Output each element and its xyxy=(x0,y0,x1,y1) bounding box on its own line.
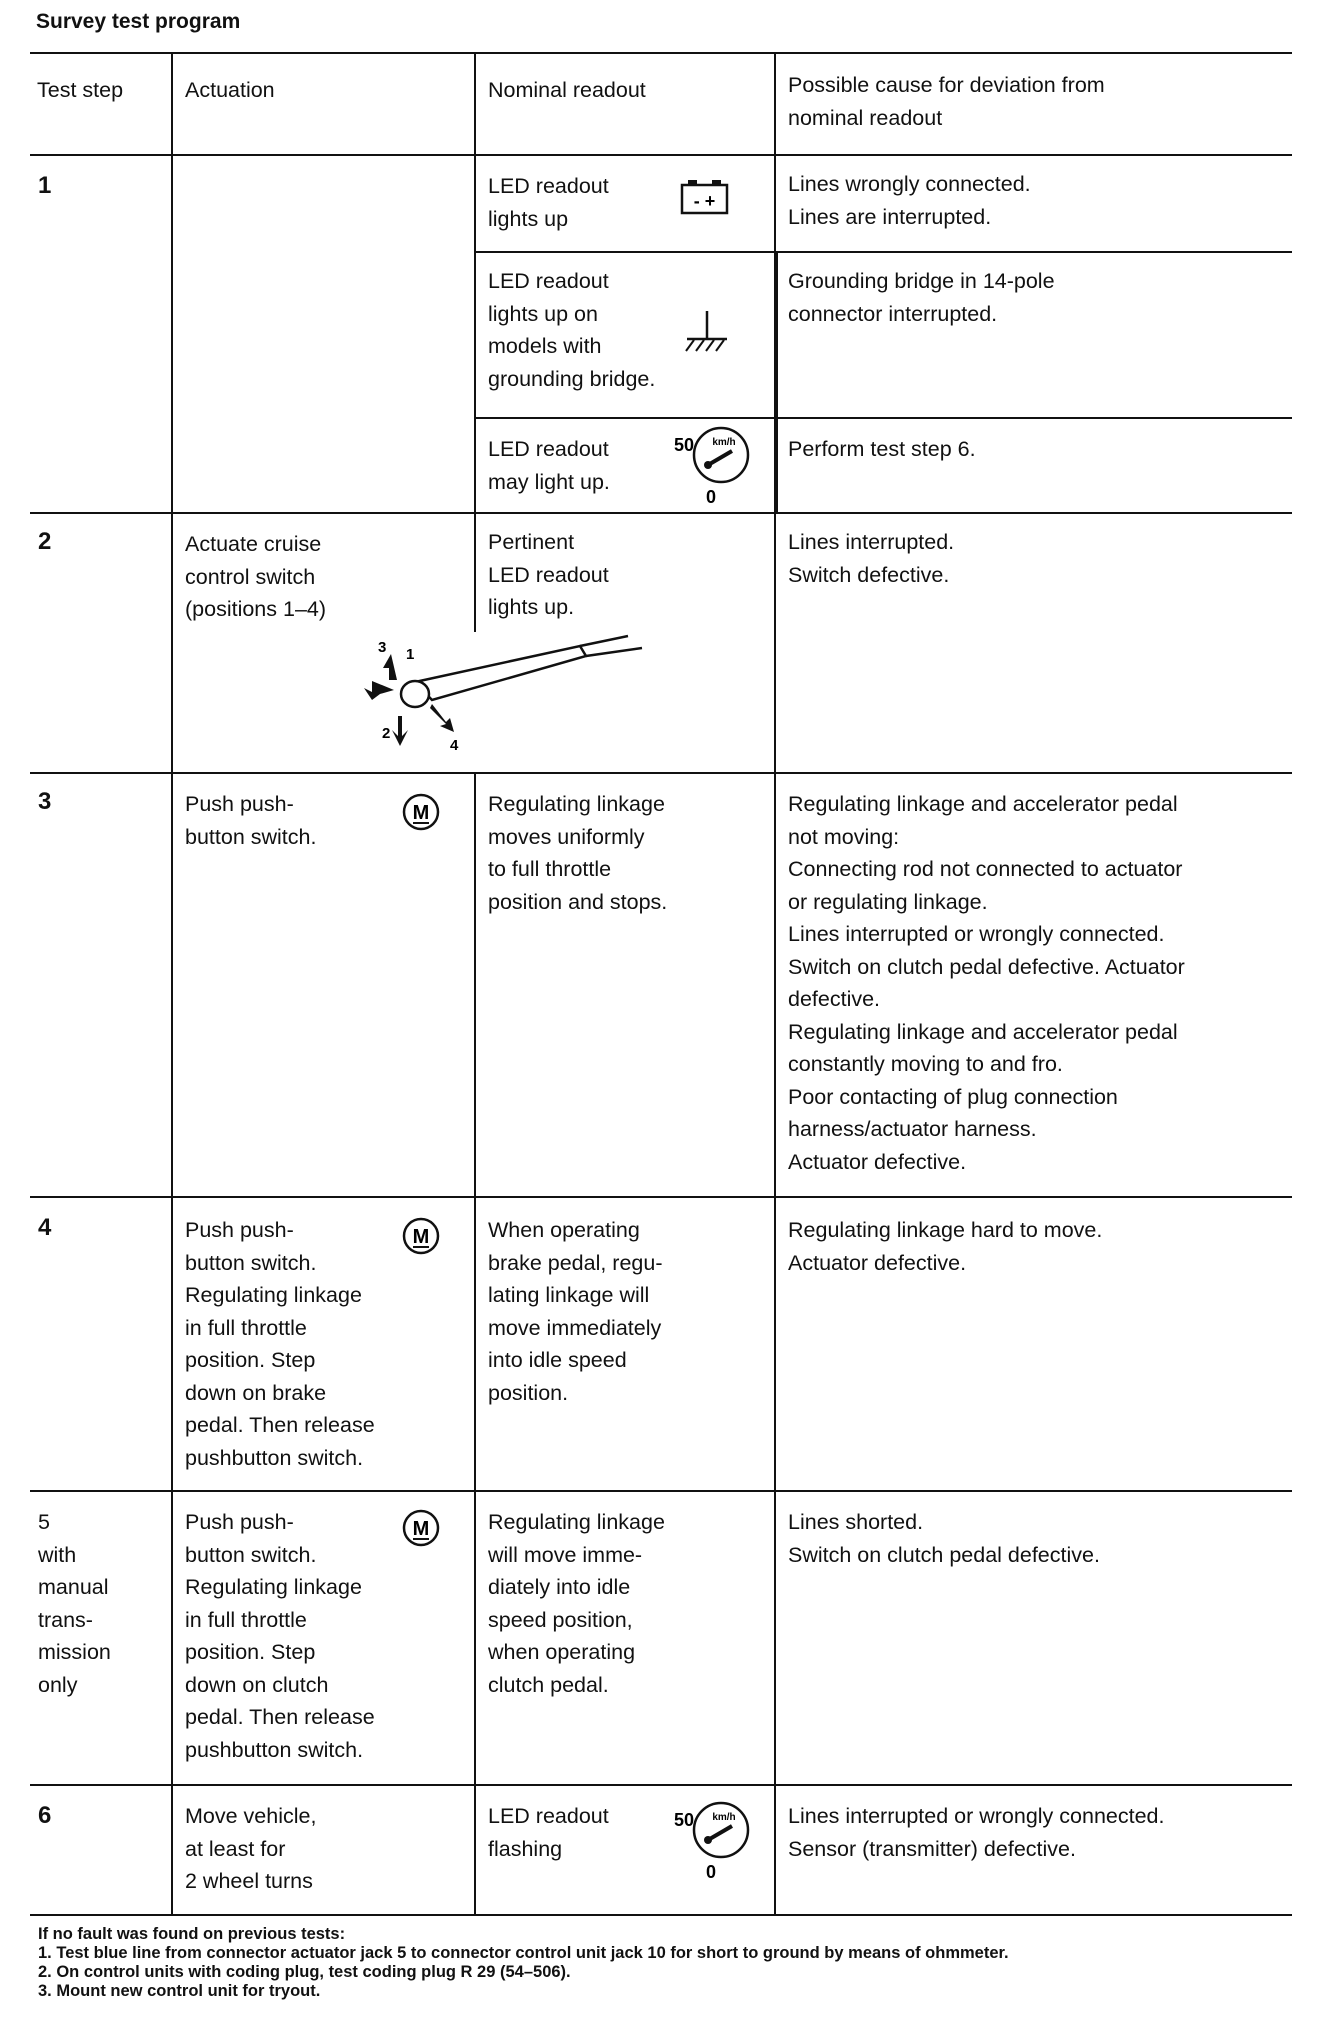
cause-text: Grounding bridge in 14-pole connector interrupted. xyxy=(788,269,1055,326)
footer-note-2: 2. On control units with coding plug, test coding plug R 29 (54–506). xyxy=(38,1963,571,1981)
ground-icon xyxy=(682,309,732,361)
step-number: 3 xyxy=(38,788,52,815)
cause-text: Lines interrupted. Switch defective. xyxy=(788,530,955,587)
footer-note-1: 1. Test blue line from connector actuator jack 5 to connector control unit jack 10 for short to ground by means of ohmmeter. xyxy=(38,1944,1009,1962)
actuation-text: Push push- button switch. xyxy=(185,792,317,849)
header-actuation: Actuation xyxy=(185,78,275,102)
speedometer-icon xyxy=(666,1798,766,1882)
speedo-mark-0: 0 xyxy=(705,1862,717,1882)
step-1-row xyxy=(30,156,1292,514)
cause-text: Perform test step 6. xyxy=(788,437,976,461)
motor-switch-icon xyxy=(401,1508,441,1548)
header-test-step: Test step xyxy=(37,78,124,102)
step-3-row xyxy=(30,774,1292,1198)
nominal-readout: Pertinent LED readout lights up. xyxy=(488,530,609,619)
nominal-readout: Regulating linkage will move imme- diately into idle speed position, when operating clutch pedal. xyxy=(488,1510,665,1697)
step-1-subrow-speedometer xyxy=(474,417,1292,512)
step-4-row xyxy=(30,1198,1292,1492)
speedo-mark-0: 0 xyxy=(705,487,717,507)
cause-text: Lines shorted. Switch on clutch pedal defective. xyxy=(788,1510,1100,1567)
actuation-text: Push push- button switch. Regulating linkage in full throttle position. Step down on brake pedal. Then release pushbutton switch. xyxy=(185,1218,375,1470)
footer-intro: If no fault was found on previous tests: xyxy=(38,1925,346,1943)
motor-letter: M xyxy=(412,1518,430,1540)
speedometer-icon xyxy=(666,423,766,507)
step-number: 1 xyxy=(38,172,52,199)
table-header-row xyxy=(30,54,1292,156)
footer-note-3: 3. Mount new control unit for tryout. xyxy=(38,1982,321,2000)
position-2-label: 2 xyxy=(382,725,391,742)
speedo-unit: km/h xyxy=(712,437,736,448)
step-number: 4 xyxy=(38,1214,52,1241)
battery-symbol: - + xyxy=(693,191,716,211)
header-nominal-readout: Nominal readout xyxy=(488,78,646,102)
actuation-text: Move vehicle, at least for 2 wheel turns xyxy=(185,1804,317,1893)
position-1-label: 1 xyxy=(406,646,415,663)
cause-text: Regulating linkage hard to move. Actuator defective. xyxy=(788,1218,1103,1275)
nominal-readout: LED readout lights up on models with grounding bridge. xyxy=(488,269,656,391)
step-number: 5 with manual trans- mission only xyxy=(38,1510,111,1697)
step-6-row xyxy=(30,1786,1292,1916)
speedo-mark-50: 50 xyxy=(673,435,695,455)
footer-notes xyxy=(38,1925,1009,2001)
cause-text: Lines interrupted or wrongly connected. Sensor (transmitter) defective. xyxy=(788,1804,1165,1861)
step-2-row xyxy=(30,514,1292,774)
motor-switch-icon xyxy=(401,1216,441,1256)
cause-text: Lines wrongly connected. Lines are interrupted. xyxy=(788,172,1031,229)
step-number: 6 xyxy=(38,1802,52,1829)
nominal-readout: Regulating linkage moves uniformly to full throttle position and stops. xyxy=(488,792,668,914)
motor-letter: M xyxy=(412,802,430,824)
nominal-readout: When operating brake pedal, regu- lating linkage will move immediately into idle speed position. xyxy=(488,1218,663,1405)
motor-switch-icon xyxy=(401,792,441,832)
nominal-readout: LED readout may light up. xyxy=(488,437,610,494)
motor-letter: M xyxy=(412,1226,430,1248)
position-3-label: 3 xyxy=(378,639,387,656)
step-1-subrow-grounding xyxy=(474,251,1292,417)
cause-text: Regulating linkage and accelerator pedal not moving: Connecting rod not connected to actuator or regulating linkage. Lines interrupted or wrongly connected. Switch on clutch pedal defective. Actuator defective. Regulating linkage and accelerator pedal constantly moving to and fro. Poor contacting of plug connection harness/actuator harness. Actuator defective. xyxy=(788,792,1185,1174)
nominal-readout: LED readout flashing xyxy=(488,1804,609,1861)
header-possible-cause: Possible cause for deviation from nominal readout xyxy=(788,73,1105,130)
step-5-row xyxy=(30,1492,1292,1786)
nominal-readout: LED readout lights up xyxy=(488,174,609,231)
actuation-text: Actuate cruise control switch (positions 1–4) xyxy=(185,532,327,621)
speedo-unit: km/h xyxy=(712,1812,736,1823)
page-title: Survey test program xyxy=(36,10,241,33)
cruise-control-lever-illustration xyxy=(360,634,660,768)
step-number: 2 xyxy=(38,528,52,555)
speedo-mark-50: 50 xyxy=(673,1810,695,1830)
position-4-label: 4 xyxy=(450,737,459,754)
battery-icon xyxy=(680,178,732,216)
actuation-text: Push push- button switch. Regulating linkage in full throttle position. Step down on clutch pedal. Then release pushbutton switch. xyxy=(185,1510,375,1762)
